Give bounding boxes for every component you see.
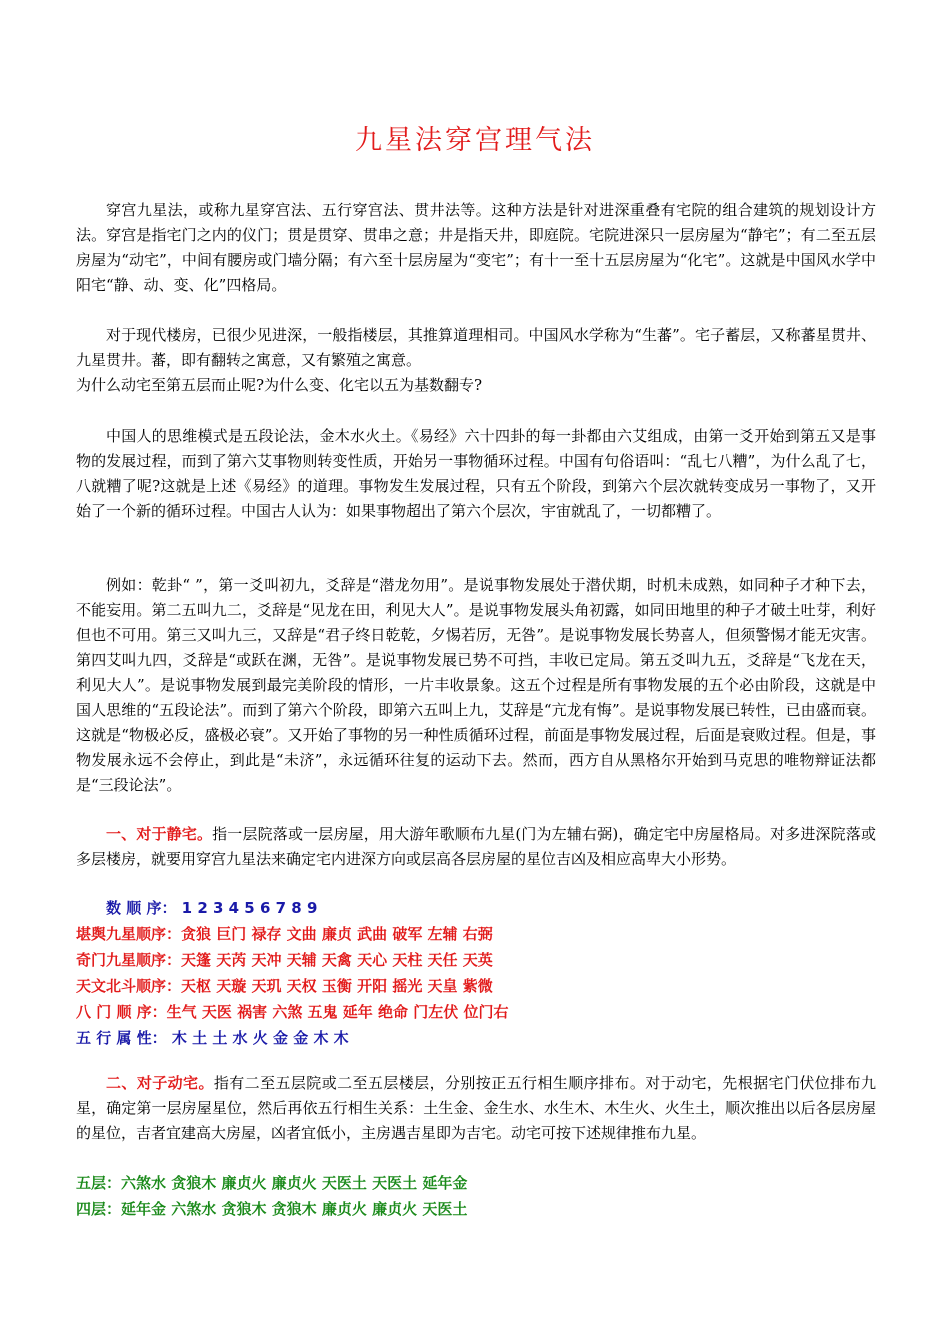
paragraph-example [76,573,876,798]
floor-star-list [76,1170,876,1222]
row-five-elements: 五 行 属 性： 木 土 土 水 火 金 金 木 木 [76,1029,349,1047]
paragraph-2: 对于现代楼房，已很少见进深，一般指楼层，其推算道理相司。中国风水学称为“生蕃”。宅子蓄层，又称蕃星贯井、九星贯井。蕃，即有翻转之寓意，又有繁殖之寓意。 [76,326,876,369]
paragraph-6 [76,1071,876,1146]
row-number-order: 数 顺 序： 1 2 3 4 5 6 7 8 9 [106,899,318,917]
paragraph-modern [76,323,876,398]
paragraph-intro [76,198,876,298]
paragraph-3: 中国人的思维模式是五段论法，金木水火土。《易经》六十四卦的每一卦都由六艾组成，由第一爻开始到第五又是事物的发展过程，而到了第六艾事物则转变性质，开始另一事物循环过程。中国有句俗语叫：“乱七八糟”，为什么乱了七，八就糟了呢?这就是上述《易经》的道理。事物发生发展过程，只有五个阶段，到第六个层次就转变成另一事物了，又开始了一个新的循环过程。中国古人认为：如果事物超出了第六个层次，宇宙就乱了，一切都糟了。 [76,427,876,520]
paragraph-static-house [76,822,876,872]
page-title: 九星法穿宫理气法 [355,125,595,156]
paragraph-4: 例如：乾卦“ ”，第一爻叫初九，爻辞是“潜龙勿用”。是说事物发展处于潜伏期，时机未成熟，如同种子才种下去，不能妄用。第二五叫九二，爻辞是“见龙在田，利见大人”。是说事物发展头角初露，如同田地里的种子才破土吐芽，利好但也不可用。第三又叫九三，又辞是“君子终日乾乾，夕惕若厉，无咎”。是说事物发展长势喜人，但须警惕才能无灾害。第四艾叫九四，爻辞是“或跃在渊，无咎”。是说事物发展已势不可挡，丰收已定局。第五爻叫九五，爻辞是“飞龙在天，利见大人”。是说事物发展到最完美阶段的情形，一片丰收景象。这五个过程是所有事物发展的五个必由阶段，这就是中国人思维的“五段论法”。而到了第六个阶段，即第六五叫上九，艾辞是“亢龙有悔”。是说事物发展已转性，已由盛而衰。这就是“物极必反，盛极必衰”。又开始了事物的另一种性质循环过程，前面是事物发展过程，后面是衰败过程。但是，事物发展永远不会停止，到此是“未济”，永远循环往复的运动下去。然而，西方自从黑格尔开始到马克思的唯物辩证法都是“三段论法”。 [76,576,876,794]
row-qimen-stars: 奇门九星顺序：天篷 天芮 天冲 天辅 天禽 天心 天柱 天任 天英 [76,951,493,969]
row-kanyu-stars: 堪舆九星顺序：贪狼 巨门 禄存 文曲 廉贞 武曲 破军 左辅 右弼 [76,925,493,943]
row-eight-gates: 八 门 顺 序：生气 天医 祸害 六煞 五鬼 延年 绝命 门左伏 位门右 [76,1003,509,1021]
paragraph-moving-house [76,1071,876,1146]
floor-row-5: 五层：六煞水 贪狼木 廉贞火 廉贞火 天医土 天医土 延年金 [76,1174,468,1192]
star-order-table [76,895,876,1051]
section-heading-moving: 二、对子动宅。 [106,1074,214,1092]
paragraph-5 [76,822,876,872]
section-body-static: 指一层院落或一层房屋，用大游年歌顺布九星(门为左辅右弼)，确定宅中房屋格局。对多进深院落或多层楼房，就要用穿宫九星法来确定宅内进深方向或层高各层房屋的星位吉凶及相应高卑大小形势。 [76,825,876,868]
row-beidou-stars: 天文北斗顺序：天枢 天璇 天玑 天权 玉衡 开阳 摇光 天皇 紫微 [76,977,493,995]
paragraph-2-question: 为什么动宅至第五层而止呢?为什么变、化宅以五为基数翻专? [76,376,483,394]
paragraph-1: 穿宫九星法，或称九星穿宫法、五行穿宫法、贯井法等。这种方法是针对进深重叠有宅院的组合建筑的规划设计方法。穿宫是指宅门之内的仪门；贯是贯穿、贯串之意；井是指天井，即庭院。宅院进深只一层房屋为“静宅”；有二至五层房屋为“动宅”，中间有腰房或门墙分隔；有六至十层房屋为“变宅”；有十一至十五层房屋为“化宅”。这就是中国风水学中阳宅“静、动、变、化”四格局。 [76,201,876,294]
section-heading-static: 一、对于静宅。 [106,825,213,843]
floor-row-4: 四层：延年金 六煞水 贪狼木 贪狼木 廉贞火 廉贞火 天医土 [76,1200,468,1218]
paragraph-five-stage [76,424,876,524]
section-body-moving: 指有二至五层院或二至五层楼层，分别按正五行相生顺序排布。对于动宅，先根据宅门伏位排布九星，确定第一层房屋星位，然后再依五行相生关系：土生金、金生水、水生木、木生火、火生土，顺次推出以后各层房屋的星位，吉者宜建高大房屋，凶者宜低小，主房遇吉星即为吉宅。动宅可按下述规律推布九星。 [76,1074,876,1142]
